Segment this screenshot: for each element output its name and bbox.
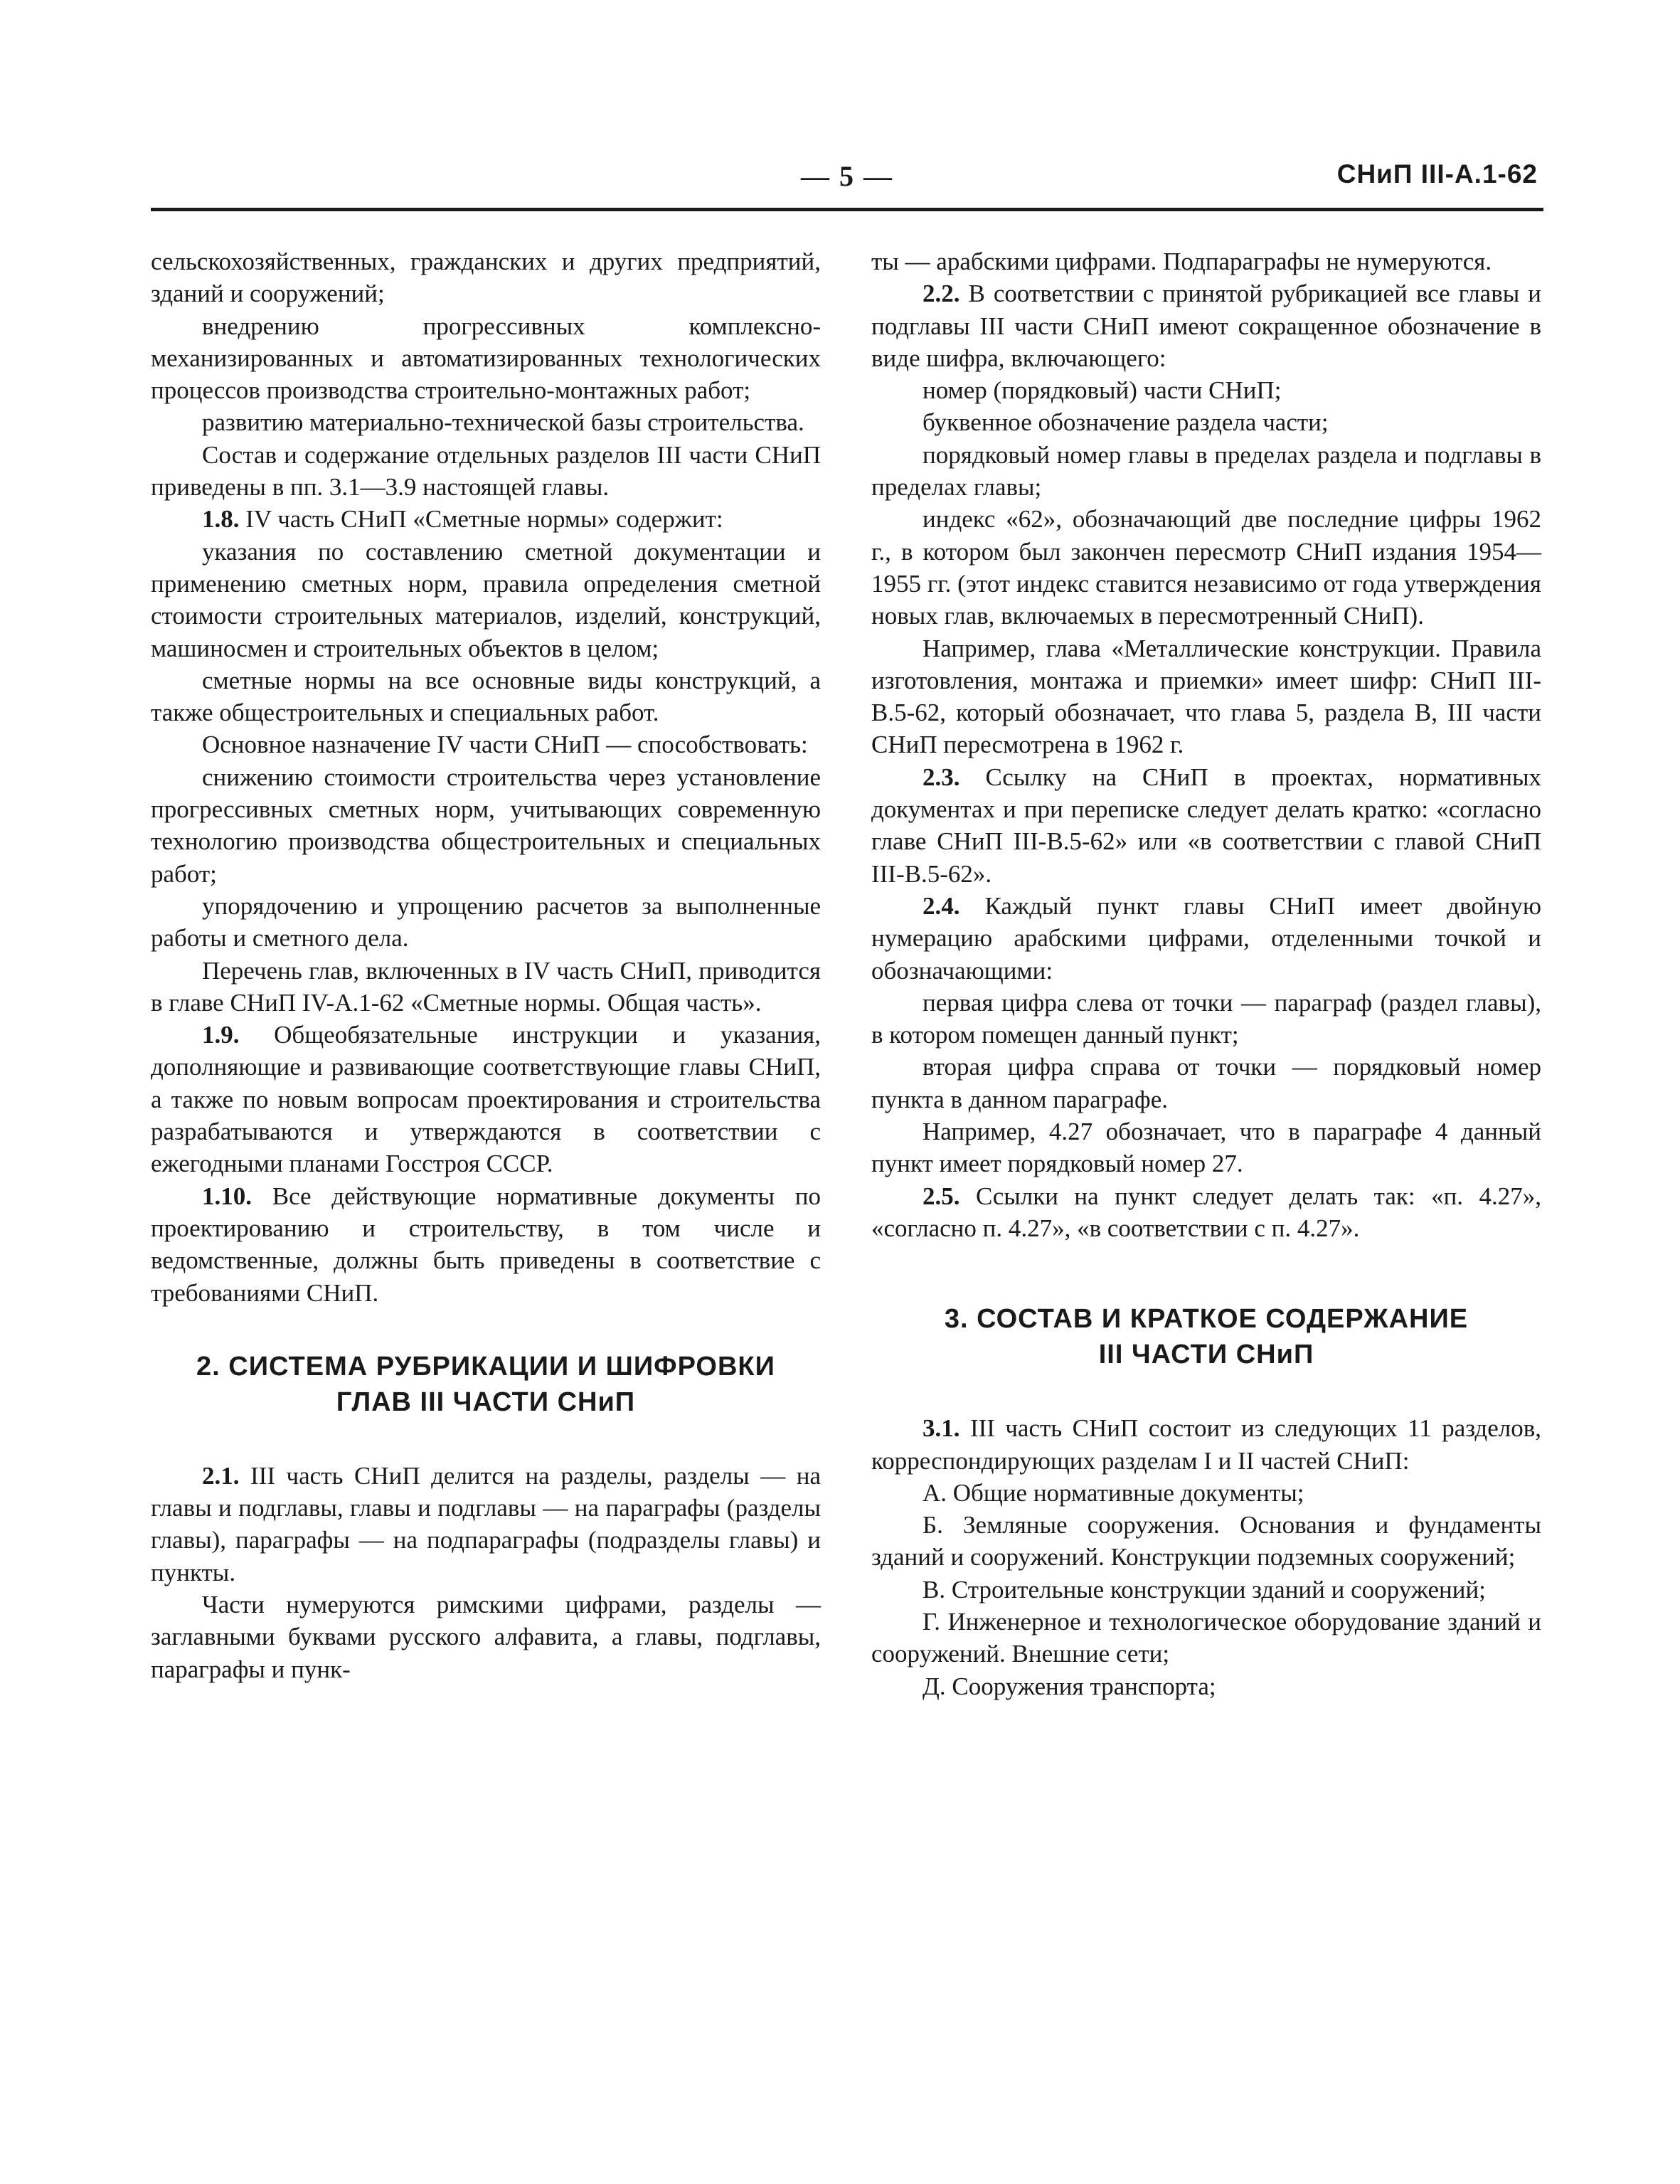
paragraph-text: IV часть СНиП «Сметные нормы» содержит: xyxy=(245,505,723,534)
section-3-heading xyxy=(871,1301,1541,1372)
paragraph-text: Все действующие нормативные документы по проектированию и строительству, в том числе и ведомственные, должны быть приведены в соответствие с требованиями СНиП. xyxy=(151,1182,821,1307)
paragraph-number: 3.1. xyxy=(923,1414,960,1443)
list-item: Г. Инженерное и технологическое оборудование зданий и сооружений. Внешние сети; xyxy=(871,1607,1541,1668)
paragraph xyxy=(871,761,1541,890)
paragraph-text: Ссылку на СНиП в проектах, нормативных документах и при переписке следует делать кратко: «согласно главе СНиП III-В.5-62» или «в соответствии с главой СНиП III-В.5-62». xyxy=(871,763,1541,888)
paragraph-number: 2.2. xyxy=(923,280,960,308)
page-header xyxy=(151,155,1543,205)
paragraph-number: 2.3. xyxy=(923,763,960,791)
left-column xyxy=(151,245,821,1685)
paragraph xyxy=(151,1460,821,1589)
paragraph-number: 2.5. xyxy=(923,1182,960,1210)
paragraph xyxy=(871,890,1541,987)
paragraph: Состав и содержание отдельных разделов III части СНиП приведены в пп. 3.1—3.9 настоящей главы. xyxy=(151,440,821,502)
paragraph: Основное назначение IV части СНиП — способствовать: xyxy=(202,731,808,759)
heading-line: III ЧАСТИ СНиП xyxy=(1098,1340,1314,1370)
paragraph: Например, глава «Металлические конструкции. Правила изготовления, монтажа и приемки» имеет шифр: СНиП III-В.5-62, который обозначает, что глава 5, раздела В, III части СНиП пересмотрена в 1962 г. xyxy=(871,634,1541,759)
paragraph: ты — арабскими цифрами. Подпараграфы не нумеруются. xyxy=(871,248,1492,275)
paragraph: упорядочению и упрощению расчетов за выполненные работы и сметного дела. xyxy=(151,891,821,953)
paragraph: развитию материально-технической базы строительства. xyxy=(202,408,804,437)
paragraph xyxy=(871,1412,1541,1477)
paragraph-text: Каждый пункт главы СНиП имеет двойную нумерацию арабскими цифрами, отделенными точкой и обозначающими: xyxy=(871,891,1542,985)
paragraph-number: 1.8. xyxy=(202,505,240,534)
paragraph-text: III часть СНиП состоит из следующих 11 разделов, корреспондирующих разделам I и II частей СНиП: xyxy=(871,1414,1542,1475)
paragraph xyxy=(871,1180,1541,1245)
right-column xyxy=(871,245,1541,1702)
paragraph: Например, 4.27 обозначает, что в параграфе 4 данный пункт имеет порядковый номер 27. xyxy=(871,1118,1541,1178)
paragraph-text: Ссылки на пункт следует делать так: «п. 4.27», «согласно п. 4.27», «в соответствии с п. 4.27». xyxy=(871,1182,1541,1242)
header-rule xyxy=(151,208,1543,211)
paragraph-number: 1.9. xyxy=(202,1021,240,1049)
paragraph: буквенное обозначение раздела части; xyxy=(923,408,1329,437)
paragraph: Перечень глав, включенных в IV часть СНиП, приводится в главе СНиП IV-А.1-62 «Сметные нормы. Общая часть». xyxy=(151,956,821,1017)
paragraph-number: 2.1. xyxy=(202,1461,240,1490)
paragraph xyxy=(871,277,1541,374)
section-2-heading xyxy=(151,1349,821,1420)
paragraph-number: 1.10. xyxy=(202,1182,252,1210)
paragraph-text: III часть СНиП делится на разделы, разделы — на главы и подглавы, главы и подглавы — на параграфы (разделы главы), параграфы — на подпараграфы (подразделы главы) и пункты. xyxy=(151,1461,821,1586)
paragraph-number: 2.4. xyxy=(923,891,960,920)
paragraph: указания по составлению сметной документации и применению сметных норм, правила определения сметной стоимости строительных материалов, изделий, конструкций, машиносмен и строительных объектов в целом; xyxy=(151,537,821,662)
paragraph: внедрению прогрессивных комплексно-механизированных и автоматизированных технологических процессов производства строительно-монтажных работ; xyxy=(151,312,821,405)
paragraph: индекс «62», обозначающий две последние цифры 1962 г., в котором был закончен пересмотр СНиП издания 1954—1955 гг. (этот индекс ставится независимо от года утверждения новых глав, включаемых в пересмотренный СНиП). xyxy=(871,505,1541,630)
paragraph: вторая цифра справа от точки — порядковый номер пункта в данном параграфе. xyxy=(871,1053,1541,1113)
paragraph: сметные нормы на все основные виды конструкций, а также общестроительных и специальных работ. xyxy=(151,666,821,727)
list-item: В. Строительные конструкции зданий и сооружений; xyxy=(923,1575,1486,1603)
paragraph xyxy=(151,1180,821,1309)
paragraph: сельскохозяйственных, гражданских и других предприятий, зданий и сооружений; xyxy=(151,248,821,308)
heading-line: 2. СИСТЕМА РУБРИКАЦИИ И ШИФРОВКИ xyxy=(196,1351,775,1382)
paragraph: снижению стоимости строительства через установление прогрессивных сметных норм, учитывающих современную технологию производства общестроительных и специальных работ; xyxy=(151,763,821,888)
paragraph-text: Общеобязательные инструкции и указания, дополняющие и развивающие соответствующие главы СНиП, а также по новым вопросам проектирования и строительства разрабатываются и утверждаются в соответствии с ежегодными планами Госстроя СССР. xyxy=(151,1021,821,1178)
page-number: — 5 — xyxy=(801,160,893,192)
list-item: А. Общие нормативные документы; xyxy=(923,1478,1304,1507)
list-item: Б. Земляные сооружения. Основания и фундаменты зданий и сооружений. Конструкции подземных сооружений; xyxy=(871,1511,1541,1571)
paragraph-text: В соответствии с принятой рубрикацией все главы и подглавы III части СНиП имеют сокращенное обозначение в виде шифра, включающего: xyxy=(871,280,1541,372)
paragraph xyxy=(151,1019,821,1180)
paragraph: порядковый номер главы в пределах раздела и подглавы в пределах главы; xyxy=(871,440,1541,502)
heading-line: ГЛАВ III ЧАСТИ СНиП xyxy=(336,1387,636,1417)
document-code: СНиП III-А.1-62 xyxy=(1336,159,1538,189)
heading-line: 3. СОСТАВ И КРАТКОЕ СОДЕРЖАНИЕ xyxy=(944,1304,1469,1335)
paragraph: номер (порядковый) части СНиП; xyxy=(923,376,1282,405)
paragraph: Части нумеруются римскими цифрами, разделы — заглавными буквами русского алфавита, а главы, подглавы, параграфы и пунк- xyxy=(151,1590,821,1683)
paragraph xyxy=(151,503,821,535)
paragraph: первая цифра слева от точки — параграф (раздел главы), в котором помещен данный пункт; xyxy=(871,988,1541,1049)
list-item: Д. Сооружения транспорта; xyxy=(923,1672,1216,1700)
